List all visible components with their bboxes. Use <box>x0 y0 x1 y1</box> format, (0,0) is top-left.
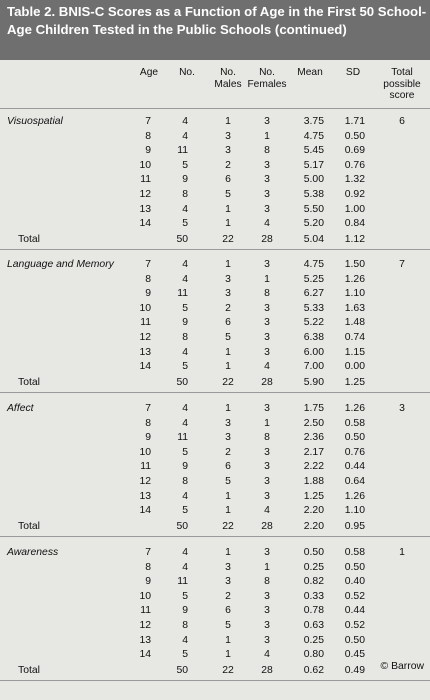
col-header-females: No. Females <box>247 67 287 90</box>
header-rule <box>0 108 430 109</box>
cell-no: 4 <box>182 130 188 142</box>
cell-age: 14 <box>139 361 151 373</box>
total-females: 28 <box>261 520 273 532</box>
cell-males: 1 <box>225 634 231 646</box>
cell-age: 13 <box>139 490 151 502</box>
cell-males: 6 <box>225 461 231 473</box>
total-no: 50 <box>176 664 188 676</box>
cell-females: 3 <box>264 476 270 487</box>
col-header-age: Age <box>139 67 159 78</box>
cell-sd: 0.84 <box>344 218 365 230</box>
cell-no: 4 <box>182 561 188 573</box>
cell-females: 1 <box>264 417 270 429</box>
cell-sd: 1.26 <box>344 490 365 502</box>
cell-females: 8 <box>264 145 270 157</box>
cell-mean: 5.33 <box>303 302 324 314</box>
cell-sd: 1.50 <box>344 259 365 270</box>
cell-sd: 0.76 <box>344 159 365 171</box>
total-mean: 0.62 <box>303 664 324 676</box>
total-females: 28 <box>261 664 273 676</box>
cell-sd: 0.00 <box>344 361 365 373</box>
cell-females: 4 <box>264 649 270 661</box>
cell-females: 1 <box>264 130 270 142</box>
cell-no: 11 <box>177 576 188 588</box>
cell-mean: 0.78 <box>303 605 324 617</box>
cell-no: 11 <box>177 145 188 157</box>
cell-age: 10 <box>139 446 151 458</box>
cell-age: 10 <box>139 159 151 171</box>
cell-females: 4 <box>264 218 270 230</box>
cell-mean: 5.45 <box>303 145 324 157</box>
cell-sd: 1.71 <box>344 116 365 127</box>
cell-sd: 0.44 <box>344 605 365 617</box>
cell-females: 1 <box>264 561 270 573</box>
total-no: 50 <box>176 233 188 245</box>
cell-age: 8 <box>145 417 151 429</box>
cell-mean: 0.50 <box>303 547 324 558</box>
total-mean: 5.04 <box>303 233 324 245</box>
cell-no: 9 <box>182 605 188 617</box>
col-header-sd: SD <box>345 67 361 78</box>
cell-males: 5 <box>225 189 231 200</box>
cell-age: 7 <box>145 403 151 414</box>
cell-no: 9 <box>182 317 188 329</box>
cell-age: 13 <box>139 203 151 215</box>
cell-males: 5 <box>225 332 231 343</box>
cell-age: 7 <box>145 116 151 127</box>
cell-males: 3 <box>225 130 231 142</box>
total-label: Total <box>18 520 40 532</box>
total-females: 28 <box>261 233 273 245</box>
cell-males: 2 <box>225 159 231 171</box>
cell-mean: 5.22 <box>303 317 324 329</box>
cell-no: 5 <box>182 446 188 458</box>
cell-sd: 1.10 <box>344 288 365 300</box>
cell-sd: 1.48 <box>344 317 365 329</box>
cell-females: 3 <box>264 490 270 502</box>
cell-males: 2 <box>225 446 231 458</box>
cell-age: 11 <box>140 461 151 473</box>
cell-age: 9 <box>145 145 151 157</box>
cell-no: 8 <box>182 189 188 200</box>
cell-age: 13 <box>139 634 151 646</box>
cell-females: 3 <box>264 634 270 646</box>
cell-age: 8 <box>145 130 151 142</box>
cell-females: 3 <box>264 174 270 186</box>
cell-sd: 1.10 <box>344 505 365 517</box>
cell-sd: 1.32 <box>344 174 365 186</box>
total-males: 22 <box>222 233 234 245</box>
cell-sd: 0.40 <box>344 576 365 588</box>
section-rule <box>0 392 430 393</box>
section-total-possible: 6 <box>399 116 405 127</box>
cell-females: 3 <box>264 605 270 617</box>
cell-age: 14 <box>139 505 151 517</box>
col-header-mean: Mean <box>297 67 323 78</box>
cell-age: 12 <box>139 189 151 200</box>
cell-males: 1 <box>225 361 231 373</box>
cell-no: 8 <box>182 332 188 343</box>
cell-males: 2 <box>225 302 231 314</box>
total-label: Total <box>18 664 40 676</box>
cell-sd: 0.64 <box>344 476 365 487</box>
cell-females: 3 <box>264 346 270 358</box>
cell-sd: 0.50 <box>344 634 365 646</box>
cell-age: 11 <box>140 317 151 329</box>
cell-mean: 6.27 <box>303 288 324 300</box>
cell-mean: 2.36 <box>303 432 324 444</box>
cell-age: 7 <box>145 259 151 270</box>
cell-no: 4 <box>182 547 188 558</box>
cell-age: 11 <box>140 605 151 617</box>
cell-females: 3 <box>264 446 270 458</box>
cell-no: 4 <box>182 273 188 285</box>
cell-males: 5 <box>225 620 231 631</box>
cell-age: 12 <box>139 332 151 343</box>
cell-age: 12 <box>139 476 151 487</box>
cell-mean: 5.17 <box>303 159 324 171</box>
section-total-possible: 3 <box>399 403 405 414</box>
cell-mean: 4.75 <box>303 259 324 270</box>
cell-no: 4 <box>182 203 188 215</box>
cell-no: 8 <box>182 620 188 631</box>
cell-females: 1 <box>264 273 270 285</box>
cell-mean: 5.25 <box>303 273 324 285</box>
cell-no: 4 <box>182 403 188 414</box>
cell-sd: 0.76 <box>344 446 365 458</box>
cell-males: 1 <box>225 259 231 270</box>
table-title: Table 2. BNIS-C Scores as a Function of Age in the First 50 School-Age Children Tested in the Public Schools (continued) <box>7 4 427 37</box>
cell-sd: 1.15 <box>344 346 365 358</box>
cell-sd: 1.26 <box>344 403 365 414</box>
cell-mean: 5.00 <box>303 174 324 186</box>
cell-males: 3 <box>225 417 231 429</box>
total-no: 50 <box>176 376 188 388</box>
cell-males: 1 <box>225 649 231 661</box>
total-sd: 1.12 <box>344 233 365 245</box>
cell-males: 1 <box>225 218 231 230</box>
cell-males: 1 <box>225 490 231 502</box>
cell-sd: 0.58 <box>344 547 365 558</box>
cell-no: 4 <box>182 116 188 127</box>
section-label: Affect <box>7 403 34 414</box>
cell-sd: 0.52 <box>344 590 365 602</box>
cell-females: 3 <box>264 461 270 473</box>
section-rule <box>0 249 430 250</box>
section-rule <box>0 536 430 537</box>
cell-sd: 0.50 <box>344 561 365 573</box>
cell-mean: 0.25 <box>303 561 324 573</box>
section-rule <box>0 680 430 681</box>
cell-mean: 5.50 <box>303 203 324 215</box>
cell-age: 9 <box>145 432 151 444</box>
cell-mean: 2.17 <box>303 446 324 458</box>
col-header-males: No. Males <box>214 67 242 90</box>
total-sd: 1.25 <box>344 376 365 388</box>
cell-sd: 1.26 <box>344 273 365 285</box>
cell-no: 11 <box>177 288 188 300</box>
cell-females: 3 <box>264 302 270 314</box>
cell-males: 6 <box>225 317 231 329</box>
cell-mean: 1.88 <box>303 476 324 487</box>
section-label: Awareness <box>7 547 59 558</box>
cell-females: 3 <box>264 620 270 631</box>
cell-sd: 0.52 <box>344 620 365 631</box>
total-no: 50 <box>176 520 188 532</box>
cell-age: 14 <box>139 218 151 230</box>
cell-mean: 5.20 <box>303 218 324 230</box>
cell-males: 2 <box>225 590 231 602</box>
cell-sd: 1.00 <box>344 203 365 215</box>
cell-sd: 0.69 <box>344 145 365 157</box>
cell-no: 5 <box>182 590 188 602</box>
total-males: 22 <box>222 520 234 532</box>
cell-males: 3 <box>225 576 231 588</box>
cell-sd: 0.50 <box>344 130 365 142</box>
col-header-no: No. <box>179 67 195 78</box>
cell-males: 6 <box>225 605 231 617</box>
cell-age: 9 <box>145 288 151 300</box>
section-label: Visuospatial <box>7 116 63 127</box>
cell-females: 8 <box>264 432 270 444</box>
cell-sd: 0.50 <box>344 432 365 444</box>
cell-mean: 2.20 <box>303 505 324 517</box>
cell-mean: 0.80 <box>303 649 324 661</box>
cell-sd: 1.63 <box>344 302 365 314</box>
cell-females: 4 <box>264 361 270 373</box>
cell-males: 1 <box>225 346 231 358</box>
cell-age: 10 <box>139 302 151 314</box>
total-females: 28 <box>261 376 273 388</box>
cell-age: 12 <box>139 620 151 631</box>
cell-mean: 3.75 <box>303 116 324 127</box>
cell-females: 3 <box>264 403 270 414</box>
cell-sd: 0.44 <box>344 461 365 473</box>
cell-mean: 0.25 <box>303 634 324 646</box>
total-males: 22 <box>222 664 234 676</box>
cell-age: 11 <box>140 174 151 186</box>
cell-males: 5 <box>225 476 231 487</box>
cell-mean: 5.38 <box>303 189 324 200</box>
total-males: 22 <box>222 376 234 388</box>
cell-males: 1 <box>225 116 231 127</box>
cell-no: 4 <box>182 634 188 646</box>
cell-no: 5 <box>182 649 188 661</box>
total-sd: 0.49 <box>344 664 365 676</box>
total-mean: 2.20 <box>303 520 324 532</box>
cell-age: 7 <box>145 547 151 558</box>
section-total-possible: 7 <box>399 259 405 270</box>
cell-no: 9 <box>182 461 188 473</box>
cell-mean: 1.25 <box>303 490 324 502</box>
cell-females: 3 <box>264 547 270 558</box>
cell-males: 3 <box>225 273 231 285</box>
cell-mean: 2.22 <box>303 461 324 473</box>
cell-mean: 0.82 <box>303 576 324 588</box>
section-total-possible: 1 <box>399 547 405 558</box>
cell-females: 3 <box>264 317 270 329</box>
cell-mean: 0.33 <box>303 590 324 602</box>
section-label: Language and Memory <box>7 259 114 270</box>
cell-males: 1 <box>225 403 231 414</box>
cell-no: 4 <box>182 417 188 429</box>
cell-females: 4 <box>264 505 270 517</box>
cell-sd: 0.58 <box>344 417 365 429</box>
cell-females: 3 <box>264 116 270 127</box>
cell-females: 3 <box>264 189 270 200</box>
cell-mean: 2.50 <box>303 417 324 429</box>
cell-no: 5 <box>182 218 188 230</box>
cell-age: 8 <box>145 561 151 573</box>
cell-sd: 0.92 <box>344 189 365 200</box>
cell-no: 5 <box>182 361 188 373</box>
cell-age: 8 <box>145 273 151 285</box>
cell-mean: 0.63 <box>303 620 324 631</box>
title-bar <box>0 0 430 60</box>
total-label: Total <box>18 233 40 245</box>
cell-no: 5 <box>182 302 188 314</box>
cell-males: 6 <box>225 174 231 186</box>
cell-no: 5 <box>182 159 188 171</box>
cell-males: 3 <box>225 145 231 157</box>
cell-females: 3 <box>264 203 270 215</box>
cell-males: 1 <box>225 547 231 558</box>
cell-age: 10 <box>139 590 151 602</box>
total-label: Total <box>18 376 40 388</box>
cell-no: 9 <box>182 174 188 186</box>
cell-age: 9 <box>145 576 151 588</box>
cell-mean: 6.38 <box>303 332 324 343</box>
cell-no: 4 <box>182 259 188 270</box>
cell-no: 4 <box>182 490 188 502</box>
copyright: © Barrow <box>380 661 424 672</box>
cell-females: 8 <box>264 576 270 588</box>
cell-mean: 1.75 <box>303 403 324 414</box>
cell-males: 3 <box>225 432 231 444</box>
cell-no: 11 <box>177 432 188 444</box>
cell-no: 4 <box>182 346 188 358</box>
cell-males: 3 <box>225 288 231 300</box>
cell-females: 8 <box>264 288 270 300</box>
total-sd: 0.95 <box>344 520 365 532</box>
total-mean: 5.90 <box>303 376 324 388</box>
cell-males: 3 <box>225 561 231 573</box>
cell-age: 13 <box>139 346 151 358</box>
cell-females: 3 <box>264 590 270 602</box>
cell-sd: 0.45 <box>344 649 365 661</box>
cell-mean: 7.00 <box>303 361 324 373</box>
cell-males: 1 <box>225 505 231 517</box>
cell-age: 14 <box>139 649 151 661</box>
cell-females: 3 <box>264 332 270 343</box>
cell-sd: 0.74 <box>344 332 365 343</box>
cell-mean: 6.00 <box>303 346 324 358</box>
cell-males: 1 <box>225 203 231 215</box>
col-header-total-possible: Total possible score <box>383 67 421 101</box>
cell-no: 8 <box>182 476 188 487</box>
cell-no: 5 <box>182 505 188 517</box>
cell-females: 3 <box>264 159 270 171</box>
cell-mean: 4.75 <box>303 130 324 142</box>
cell-females: 3 <box>264 259 270 270</box>
